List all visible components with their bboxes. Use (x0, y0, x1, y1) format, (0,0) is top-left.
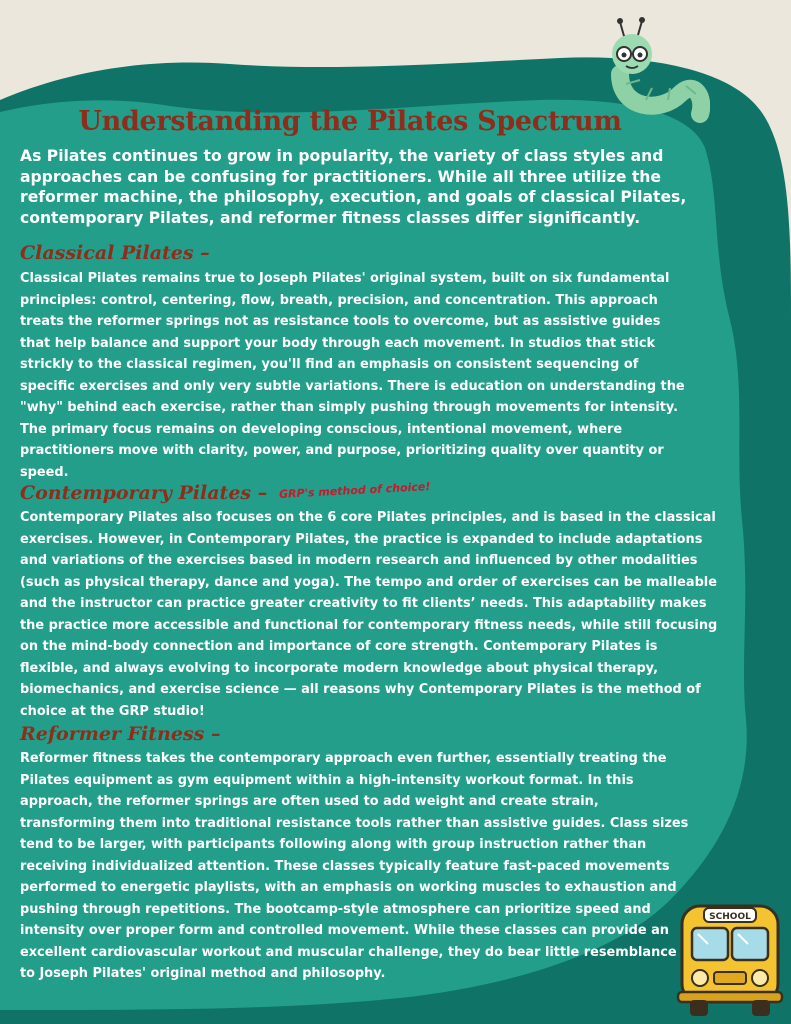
grp-method-note: GRP's method of choice! (278, 480, 431, 501)
school-bus-icon (674, 900, 786, 1020)
bookworm-icon (600, 14, 710, 124)
heading-classical-pilates: Classical Pilates – (20, 242, 210, 264)
page-title: Understanding the Pilates Spectrum (78, 106, 622, 137)
intro-paragraph: As Pilates continues to grow in popularity, the variety of class styles and approaches can be confusing for practitioners. While all three utilize the reformer machine, the philosophy, execution, and goals of classical Pilates, contemporary Pilates, and reformer fitness classes differ significantly. (20, 147, 687, 227)
heading-reformer-fitness: Reformer Fitness – (20, 723, 221, 745)
body-classical-pilates: Classical Pilates remains true to Joseph Pilates' original system, built on six fundamental principles: control, centering, flow, breath, precision, and concentration. This approach treats the reformer springs not as resistance tools to overcome, but as assistive guides that help balance and support your body through each movement. In studios that stick strickly to the classical regimen, you'll find an emphasis on consistent sequencing of specific exercises and only very subtle variations. There is education on understanding the "why" behind each exercise, rather than simply pushing through movements for intensity. The primary focus remains on developing conscious, intentional movement, where practitioners move with clarity, power, and purpose, prioritizing quality over quantity or speed. (20, 271, 685, 480)
body-reformer-fitness: Reformer fitness takes the contemporary approach even further, essentially treating the Pilates equipment as gym equipment within a high-intensity workout format. In this approach, the reformer springs are often used to add weight and create strain, transforming them into traditional resistance tools rather than assistive guides. Class sizes tend to be larger, with participants following along with group instruction rather than receiving individualized attention. These classes typically feature fast-paced movements performed to energetic playlists, with an emphasis on working muscles to exhaustion and pushing through repetitions. The bootcamp-style atmosphere can prioritize speed and intensity over proper form and controlled movement. While these classes can provide an excellent cardiovascular workout and muscular challenge, they do bear little resemblance to Joseph Pilates' original method and philosophy. (20, 751, 689, 981)
body-contemporary-pilates: Contemporary Pilates also focuses on the 6 core Pilates principles, and is based in the classical exercises. However, in Contemporary Pilates, the practice is expanded to include adaptations and variations of the exercises based in modern research and influenced by other modalities (such as physical therapy, dance and yoga). The tempo and order of exercises can be malleable and the instructor can practice greater creativity to fit clients’ needs. This adaptability makes the practice more accessible and functional for contemporary fitness needs, while still focusing on the mind-body connection and importance of core strength. Contemporary Pilates is flexible, and always evolving to incorporate modern knowledge about physical therapy, biomechanics, and exercise science — all reasons why Contemporary Pilates is the method of choice at the GRP studio! (20, 510, 718, 719)
bus-sign-text: SCHOOL (709, 912, 751, 922)
heading-contemporary-pilates: Contemporary Pilates – (20, 482, 268, 504)
